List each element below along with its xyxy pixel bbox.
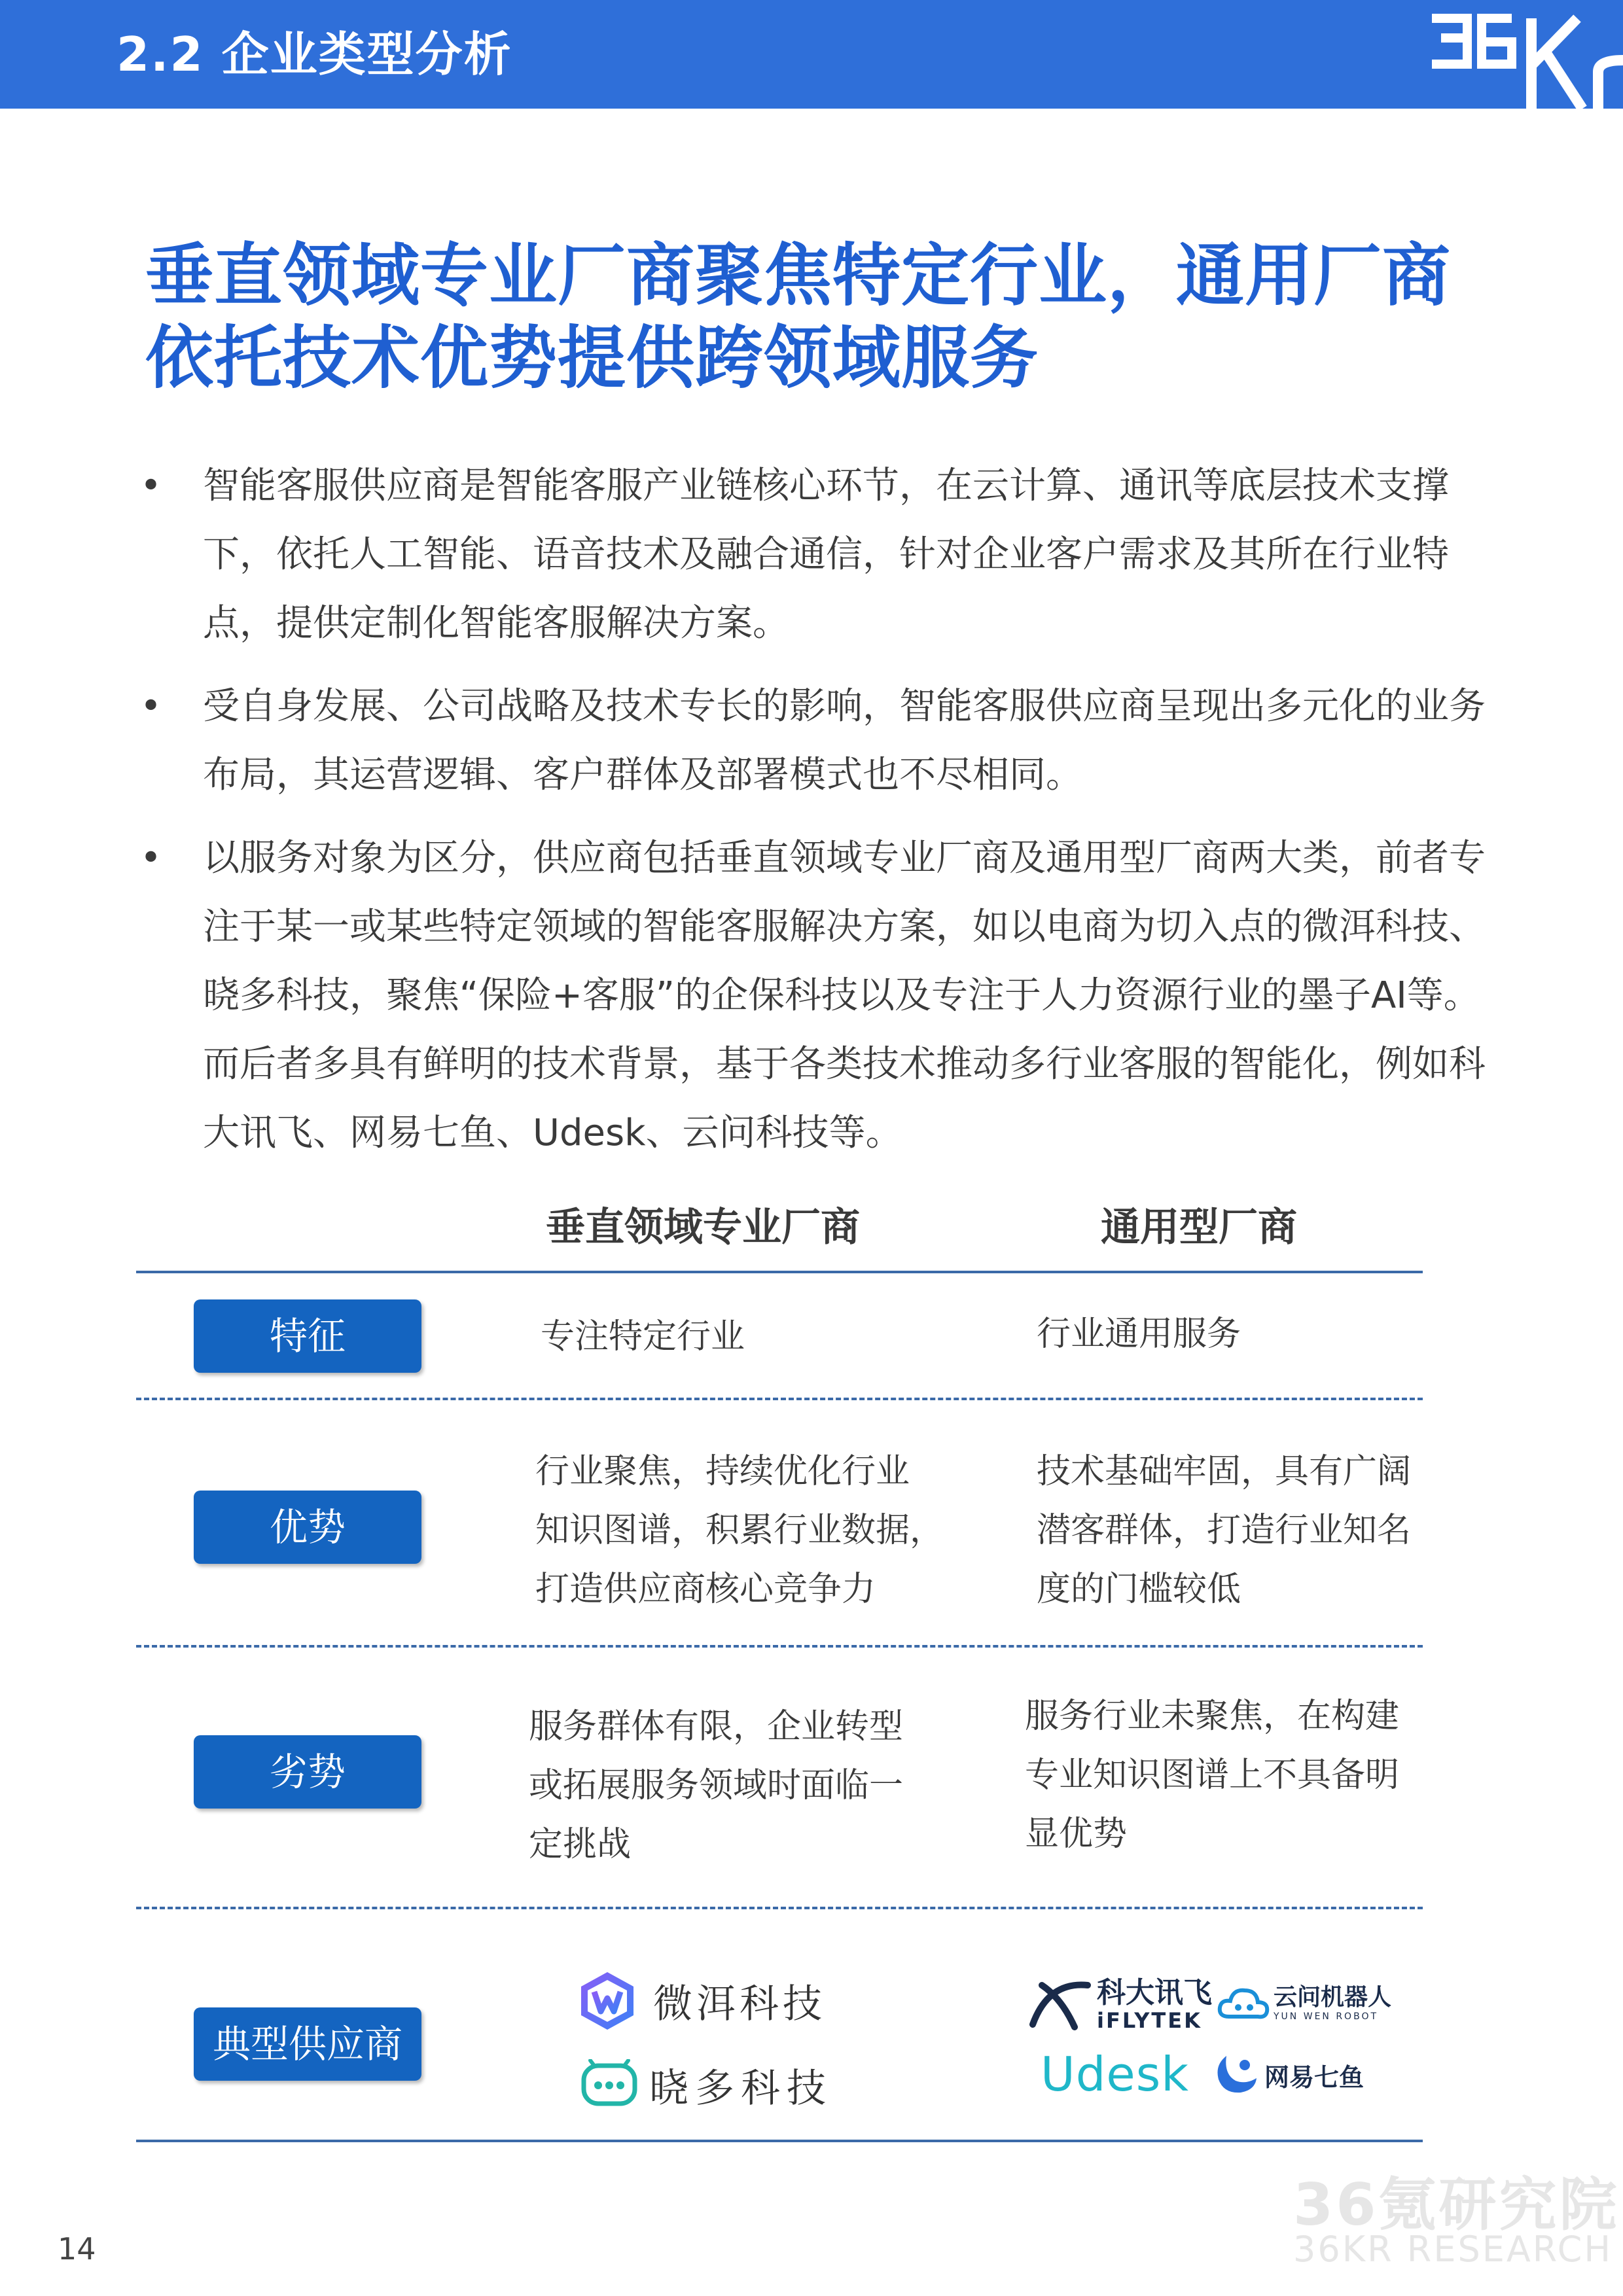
advantage-vertical-line: 知识图谱，积累行业数据， [535, 1511, 944, 1550]
vendor-iflytek [1029, 1976, 1212, 2033]
header-band [0, 0, 1623, 109]
iflytek-name-cn: 科大讯飞 [1097, 1976, 1212, 2009]
bullet-text: 以服务对象为区分，供应商包括垂直领域专业厂商及通用型厂商两大类，前者专注于某一或某些特定领域的智能客服解决方案，如以电商为切入点的微洱科技、晓多科技，聚焦“保险+客服”的企保科技以及专注于人力资源行业的墨子AI等。而后者多具有鲜明的技术背景，基于各类技术推动多行业客服的智能化，例如科大讯飞、网易七鱼、Udesk、云问科技等。 [203, 837, 1486, 1154]
yunwen-name-cn: 云问机器人 [1274, 1984, 1392, 2011]
iflytek-name-en: iFLYTEK [1097, 2008, 1202, 2033]
vendor-name: 晓多科技 [649, 2066, 832, 2111]
feature-vertical: 专注特定行业 [541, 1317, 745, 1356]
feature-general: 行业通用服务 [1037, 1315, 1241, 1354]
bullet-item [137, 672, 1486, 809]
weier-logo-icon [576, 1969, 639, 2032]
yunwen-name-en: YUN WEN ROBOT [1274, 2011, 1379, 2022]
advantage-general-line: 技术基础牢固，具有广阔 [1037, 1452, 1412, 1491]
kr-logo [1407, 0, 1623, 109]
kr-logo-icon [1407, 0, 1623, 109]
footer-brand-en: 36KR RESEARCH [1293, 2229, 1613, 2270]
xiaoduo-logo-icon [581, 2059, 637, 2111]
page-number: 14 [58, 2231, 96, 2267]
row-divider [136, 1907, 1423, 1909]
bullet-list [137, 451, 1486, 1182]
bullet-text: 受自身发展、公司战略及技术专长的影响，智能客服供应商呈现出多元化的业务布局，其运营逻辑、客户群体及部署模式也不尽相同。 [203, 685, 1486, 796]
column-header-vertical: 垂直领域专业厂商 [546, 1205, 860, 1250]
page-headline: 垂直领域专业厂商聚焦特定行业，通用厂商依托技术优势提供跨领域服务 [145, 236, 1452, 398]
row-tag-feature: 特征 [194, 1299, 421, 1373]
disadvantage-general-line: 显优势 [1025, 1814, 1128, 1854]
disadvantage-vertical-line: 服务群体有限，企业转型 [529, 1707, 904, 1746]
section-title: 2.2 企业类型分析 [116, 27, 512, 82]
advantage-general-line: 度的门槛较低 [1037, 1570, 1241, 1609]
row-tag-disadvantage: 劣势 [194, 1735, 421, 1809]
disadvantage-vertical-line: 或拓展服务领域时面临一 [529, 1766, 904, 1805]
bullet-dot-icon: • [140, 685, 162, 728]
row-tag-advantage: 优势 [194, 1491, 421, 1564]
advantage-vertical-line: 打造供应商核心竞争力 [535, 1570, 876, 1609]
advantage-general-line: 潜客群体，打造行业知名 [1037, 1511, 1412, 1550]
vendor-xiaoduo [581, 2057, 832, 2113]
disadvantage-vertical-line: 定挑战 [529, 1825, 632, 1864]
column-header-general: 通用型厂商 [1101, 1205, 1297, 1250]
disadvantage-general-line: 服务行业未聚焦，在构建 [1025, 1697, 1400, 1736]
table-top-rule [136, 1271, 1423, 1273]
bullet-item [137, 824, 1486, 1167]
disadvantage-general-line: 专业知识图谱上不具备明 [1025, 1756, 1400, 1795]
footer-brand-cn: 36氪研究院 [1293, 2171, 1620, 2238]
vendor-yunwen [1217, 1984, 1391, 2023]
bullet-item [137, 451, 1486, 658]
row-tag-typical-vendors: 典型供应商 [194, 2007, 421, 2081]
vendor-weier [576, 1969, 826, 2032]
bullet-dot-icon: • [140, 837, 162, 879]
yunwen-cloud-icon [1217, 1984, 1270, 2023]
udesk-wordmark: Udesk [1041, 2047, 1189, 2102]
yunwen-text-group [1274, 1986, 1391, 2021]
iflytek-text-group [1097, 1976, 1212, 2033]
row-divider [136, 1398, 1423, 1400]
qiyu-name-cn: 网易七鱼 [1264, 2062, 1364, 2092]
vendor-netease-qiyu [1213, 2052, 1364, 2098]
vendor-name: 微洱科技 [653, 1981, 826, 2027]
advantage-vertical-line: 行业聚焦，持续优化行业 [535, 1452, 910, 1491]
vendor-udesk [1041, 2047, 1189, 2102]
bullet-dot-icon: • [140, 465, 162, 507]
table-bottom-rule [136, 2140, 1423, 2142]
row-divider [136, 1645, 1423, 1648]
qiyu-fish-icon [1213, 2052, 1259, 2098]
iflytek-logo-icon [1029, 1979, 1092, 2031]
bullet-text: 智能客服供应商是智能客服产业链核心环节，在云计算、通讯等底层技术支撑下，依托人工智能、语音技术及融合通信，针对企业客户需求及其所在行业特点，提供定制化智能客服解决方案。 [203, 465, 1449, 645]
